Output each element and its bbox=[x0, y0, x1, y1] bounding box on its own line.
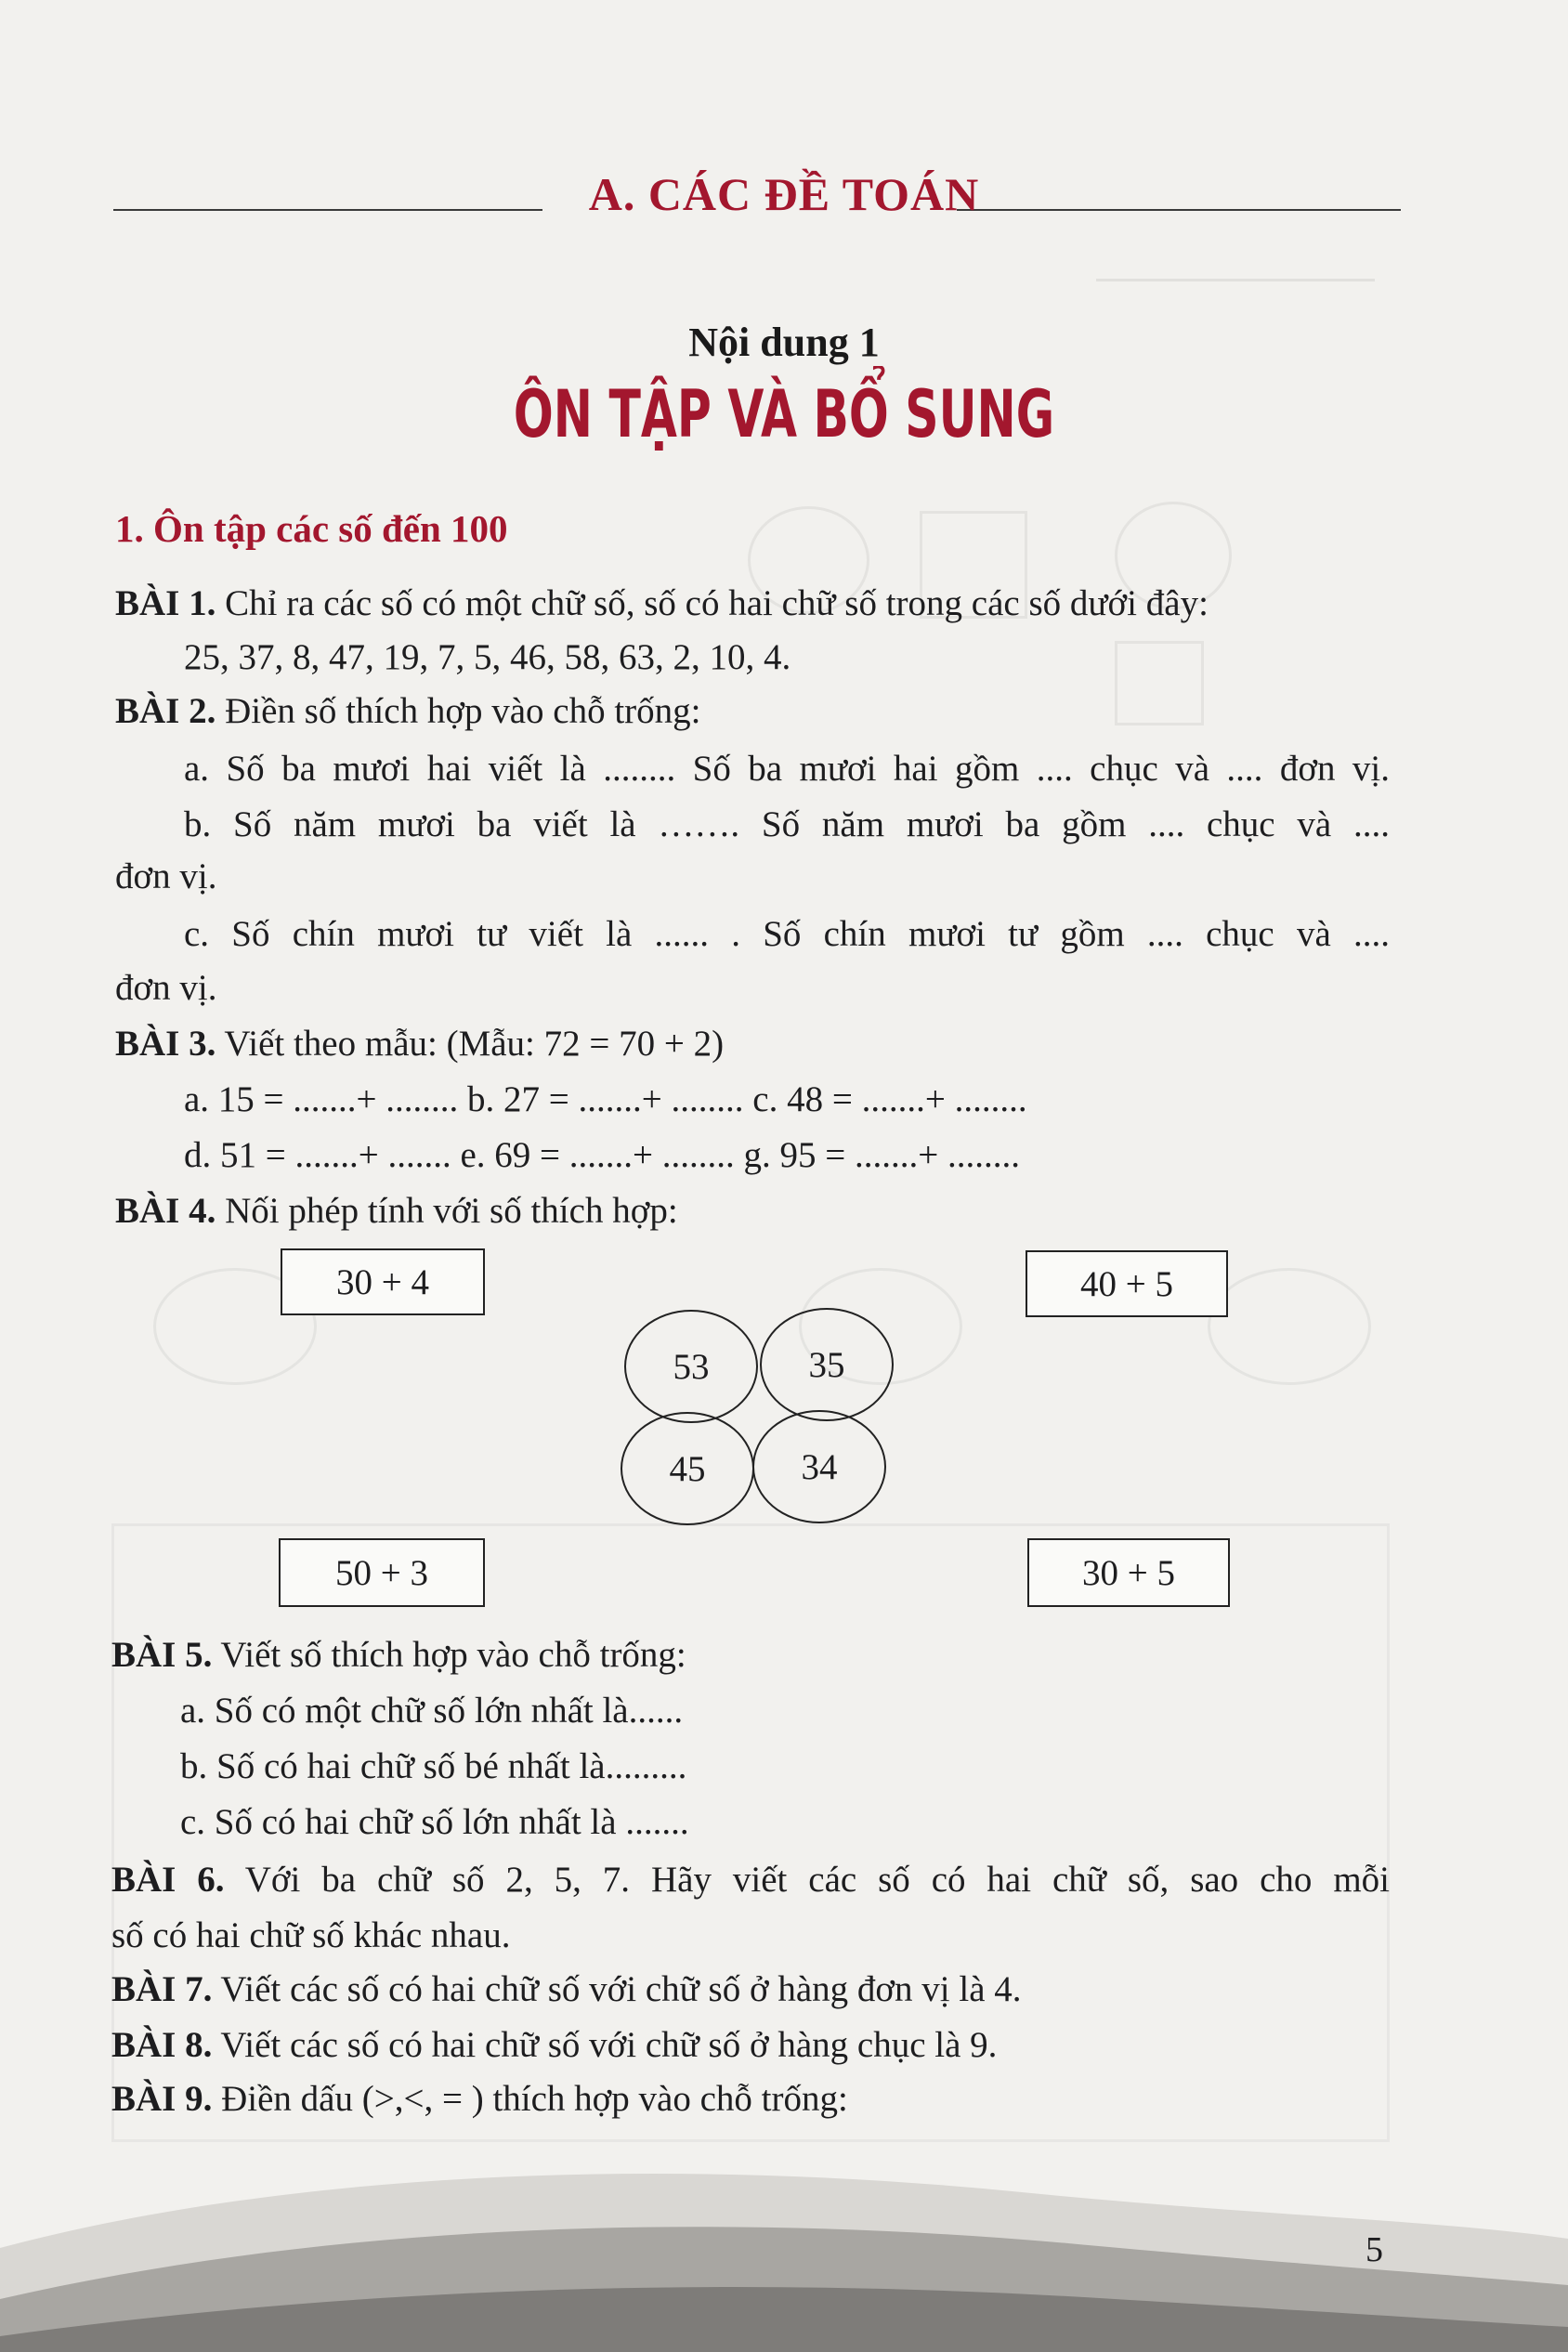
exercise-4-text: Nối phép tính với số thích hợp: bbox=[216, 1191, 678, 1231]
exercise-7-text: Viết các số có hai chữ số với chữ số ở hàng đơn vị là 4. bbox=[212, 1969, 1022, 2009]
chapter-title: A. CÁC ĐỀ TOÁN bbox=[588, 168, 980, 220]
exercise-2 bbox=[115, 693, 700, 729]
exercise-2b: b. Số năm mươi ba viết là ……. Số năm mươi ba gồm .... chục và .... bbox=[184, 804, 1390, 844]
exercise-1-numbers: 25, 37, 8, 47, 19, 7, 5, 46, 58, 63, 2, 10, 4. bbox=[184, 637, 791, 677]
page-number: 5 bbox=[1365, 2230, 1383, 2269]
exercise-3-row2: d. 51 = .......+ ....... e. 69 = .......+ ........ g. 95 = .......+ ........ bbox=[184, 1135, 1021, 1175]
exercise-9-text: Điền dấu (>,<, = ) thích hợp vào chỗ trống: bbox=[212, 2079, 848, 2119]
exercise-3-label: BÀI 3. bbox=[115, 1024, 216, 1064]
exercise-2c: c. Số chín mươi tư viết là ...... . Số chín mươi tư gồm .... chục và .... bbox=[184, 914, 1390, 954]
exercise-2b-continued: đơn vị. bbox=[115, 856, 217, 896]
exercise-2-label: BÀI 2. bbox=[115, 691, 216, 731]
exercise-8-text: Viết các số có hai chữ số với chữ số ở hàng chục là 9. bbox=[212, 2025, 998, 2065]
exercise-1 bbox=[115, 585, 1209, 621]
exercise-9 bbox=[111, 2081, 848, 2117]
exercise-2a: a. Số ba mươi hai viết là ........ Số ba mươi hai gồm .... chục và .... đơn vị. bbox=[184, 749, 1390, 789]
exercise-5c: c. Số có hai chữ số lớn nhất là ....... bbox=[180, 1802, 689, 1842]
expression-box[interactable]: 30 + 4 bbox=[281, 1248, 485, 1315]
exercise-4-label: BÀI 4. bbox=[115, 1191, 216, 1231]
exercise-2c-continued: đơn vị. bbox=[115, 968, 217, 1008]
exercise-6 bbox=[111, 1862, 1390, 1898]
section-heading: ÔN TẬP VÀ BỔ SUNG bbox=[513, 376, 1055, 452]
exercise-2-text: Điền số thích hợp vào chỗ trống: bbox=[216, 691, 701, 731]
exercise-5a: a. Số có một chữ số lớn nhất là...... bbox=[180, 1691, 684, 1731]
exercise-6-continued: số có hai chữ số khác nhau. bbox=[111, 1915, 511, 1955]
exercise-5 bbox=[111, 1637, 686, 1673]
footer-wave-decoration bbox=[0, 2136, 1568, 2352]
exercise-5-label: BÀI 5. bbox=[111, 1635, 213, 1675]
exercise-3 bbox=[115, 1026, 724, 1062]
exercise-7-label: BÀI 7. bbox=[111, 1969, 213, 2009]
exercise-3-row1: a. 15 = .......+ ........ b. 27 = .......+ ........ c. 48 = .......+ ........ bbox=[184, 1079, 1027, 1119]
exercise-7 bbox=[111, 1971, 1022, 2007]
exercise-1-text: Chỉ ra các số có một chữ số, số có hai chữ số trong các số dưới đây: bbox=[216, 583, 1209, 623]
exercise-1-label: BÀI 1. bbox=[115, 583, 216, 623]
exercise-5b: b. Số có hai chữ số bé nhất là......... bbox=[180, 1746, 687, 1786]
number-circle[interactable]: 45 bbox=[621, 1412, 754, 1525]
expression-box[interactable]: 50 + 3 bbox=[279, 1538, 485, 1607]
number-circle[interactable]: 35 bbox=[760, 1308, 894, 1421]
exercise-4 bbox=[115, 1193, 678, 1229]
exercise-3-text: Viết theo mẫu: (Mẫu: 72 = 70 + 2) bbox=[216, 1024, 725, 1064]
exercise-6-label: BÀI 6. bbox=[111, 1860, 225, 1900]
exercise-8 bbox=[111, 2027, 997, 2063]
expression-box[interactable]: 40 + 5 bbox=[1026, 1250, 1228, 1317]
exercise-5-text: Viết số thích hợp vào chỗ trống: bbox=[212, 1635, 686, 1675]
exercise-8-label: BÀI 8. bbox=[111, 2025, 213, 2065]
subsection-title: 1. Ôn tập các số đến 100 bbox=[115, 507, 508, 550]
number-circle[interactable]: 53 bbox=[624, 1310, 758, 1423]
number-circle[interactable]: 34 bbox=[752, 1410, 886, 1523]
exercise-9-label: BÀI 9. bbox=[111, 2079, 213, 2119]
section-kicker: Nội dung 1 bbox=[688, 320, 880, 365]
expression-box[interactable]: 30 + 5 bbox=[1027, 1538, 1230, 1607]
exercise-6-text: Với ba chữ số 2, 5, 7. Hãy viết các số có hai chữ số, sao cho mỗi bbox=[224, 1860, 1391, 1900]
